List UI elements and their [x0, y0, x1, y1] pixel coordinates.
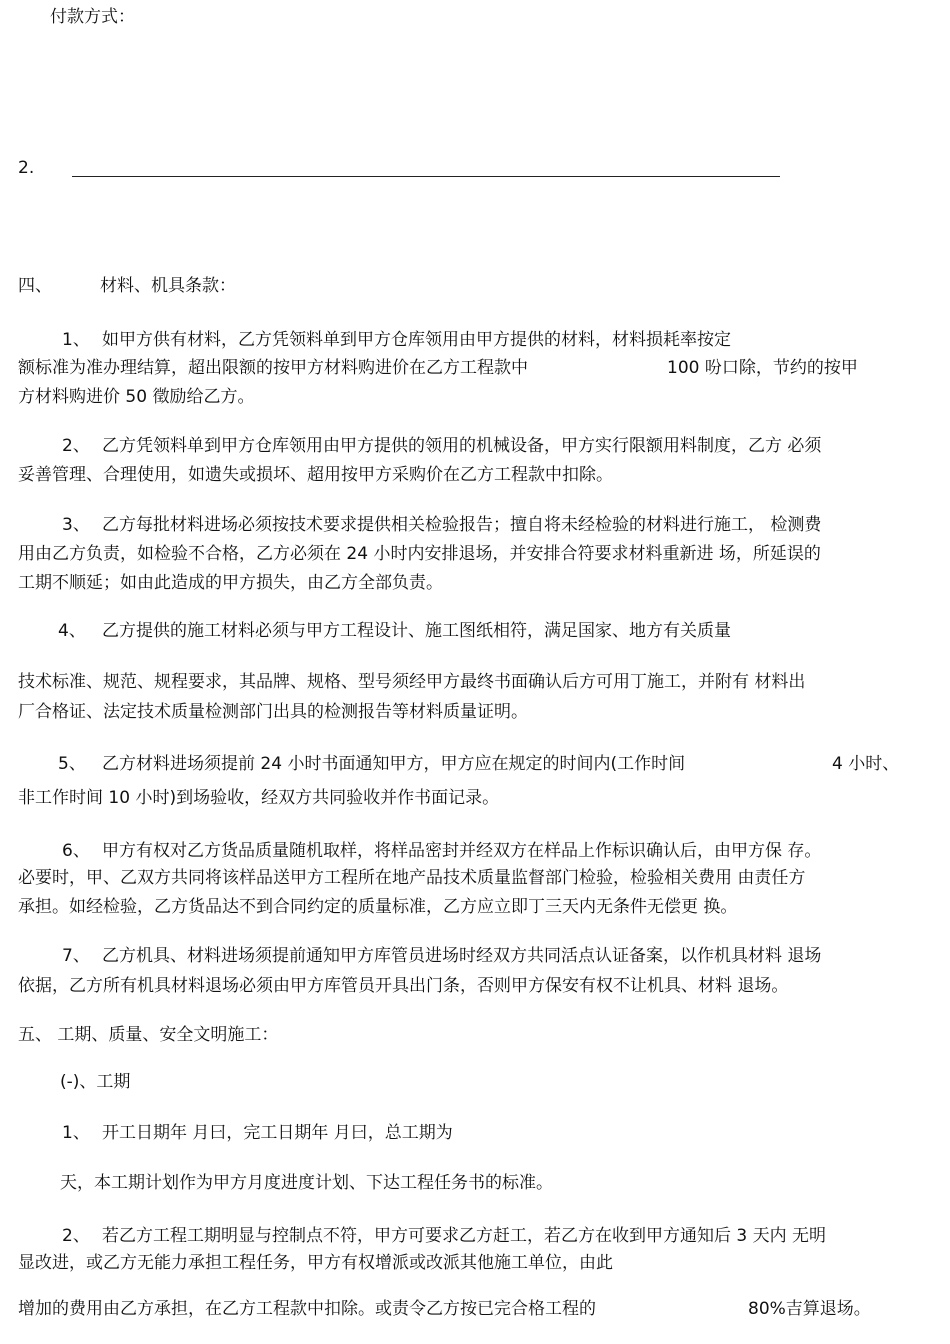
clause-number: 7、: [62, 946, 90, 966]
clause-text-line: 必要时，甲、乙双方共同将该样品送甲方工程所在地产品技术质量监督部门检验，检验相关费用 由责任方: [18, 868, 806, 888]
payment-item-number: 2.: [18, 158, 35, 178]
clause-text-line: 额标准为准办理结算，超出限额的按甲方材料购进价在乙方工程款中: [18, 358, 528, 378]
blank-fill-line: [72, 176, 780, 177]
clause-text-line: 用由乙方负责，如检验不合格，乙方必须在 24 小时内安排退场，并安排合符要求材料重新进 场，所延误的: [18, 544, 821, 564]
clause-text-line: 非工作时间 10 小时)到场验收，经双方共同验收并作书面记录。: [18, 788, 500, 808]
subsection-title: (-)、工期: [60, 1072, 131, 1092]
clause-text-line: 若乙方工程工期明显与控制点不符，甲方可要求乙方赶工，若乙方在收到甲方通知后 3 天内 无明: [102, 1226, 827, 1246]
clause-text-line: 乙方材料进场须提前 24 小时书面通知甲方，甲方应在规定的时间内(工作时间: [102, 754, 686, 774]
clause-text-line: 妥善管理、合理使用，如遗失或损坏、超用按甲方采购价在乙方工程款中扣除。: [18, 465, 613, 485]
clause-text-line: 方材料购进价 50 徵励给乙方。: [18, 387, 255, 407]
clause-text-line: 80%吉算退场。: [748, 1299, 871, 1319]
clause-text-line: 如甲方供有材料，乙方凭领料单到甲方仓库领用由甲方提供的材料，材料损耗率按定: [102, 330, 731, 350]
clause-text-line: 4 小时、: [832, 754, 900, 774]
payment-method-label: 付款方式：: [50, 7, 135, 27]
clause-text-line: 厂合格证、法定技术质量检测部门出具的检测报告等材料质量证明。: [18, 702, 528, 722]
clause-text-line: 技术标准、规范、规程要求，其品牌、规格、型号须经甲方最终书面确认后方可用丁施工，并附有 材料出: [18, 672, 806, 692]
clause-text-line: 工期不顺延；如由此造成的甲方损失，由乙方全部负责。: [18, 573, 443, 593]
clause-text-line: 乙方每批材料进场必须按技术要求提供相关检验报告；擅自将未经检验的材料进行施工， 检测费: [102, 515, 822, 535]
clause-text-line: 增加的费用由乙方承担，在乙方工程款中扣除。或责令乙方按已完合格工程的: [18, 1299, 596, 1319]
clause-number: 1、: [62, 1123, 90, 1143]
clause-text-line: 天，本工期计划作为甲方月度进度计划、下达工程任务书的标准。: [60, 1173, 553, 1193]
section-4-title: 材料、机具条款：: [100, 276, 236, 296]
clause-text-line: 100 吩口除，节约的按甲: [667, 358, 858, 378]
clause-text-line: 乙方凭领料单到甲方仓库领用由甲方提供的领用的机械设备，甲方实行限额用料制度，乙方 必须: [102, 436, 822, 456]
clause-text-line: 甲方有权对乙方货品质量随机取样，将样品密封并经双方在样品上作标识确认后，由甲方保 存。: [102, 841, 822, 861]
section-5-title: 五、 工期、质量、安全文明施工：: [18, 1025, 279, 1045]
clause-text-line: 承担。如经检验，乙方货品达不到合同约定的质量标准，乙方应立即丁三天内无条件无偿更 换。: [18, 897, 738, 917]
clause-number: 5、: [58, 754, 86, 774]
clause-text-line: 乙方机具、材料进场须提前通知甲方库管员进场时经双方共同活点认证备案，以作机具材料 退场: [102, 946, 822, 966]
clause-number: 2、: [62, 1226, 90, 1246]
clause-number: 1、: [62, 330, 90, 350]
clause-text-line: 显改进，或乙方无能力承担工程任务，甲方有权增派或改派其他施工单位，由此: [18, 1253, 613, 1273]
clause-text-line: 依据，乙方所有机具材料退场必须由甲方库管员开具出门条，否则甲方保安有权不让机具、材料 退场。: [18, 976, 789, 996]
clause-text-line: 开工日期年 月曰，完工日期年 月曰，总工期为: [102, 1123, 453, 1143]
clause-number: 6、: [62, 841, 90, 861]
clause-number: 4、: [58, 621, 86, 641]
section-4-number: 四、: [18, 276, 52, 296]
clause-number: 2、: [62, 436, 90, 456]
clause-text-line: 乙方提供的施工材料必须与甲方工程设计、施工图纸相符，满足国家、地方有关质量: [102, 621, 731, 641]
clause-number: 3、: [62, 515, 90, 535]
